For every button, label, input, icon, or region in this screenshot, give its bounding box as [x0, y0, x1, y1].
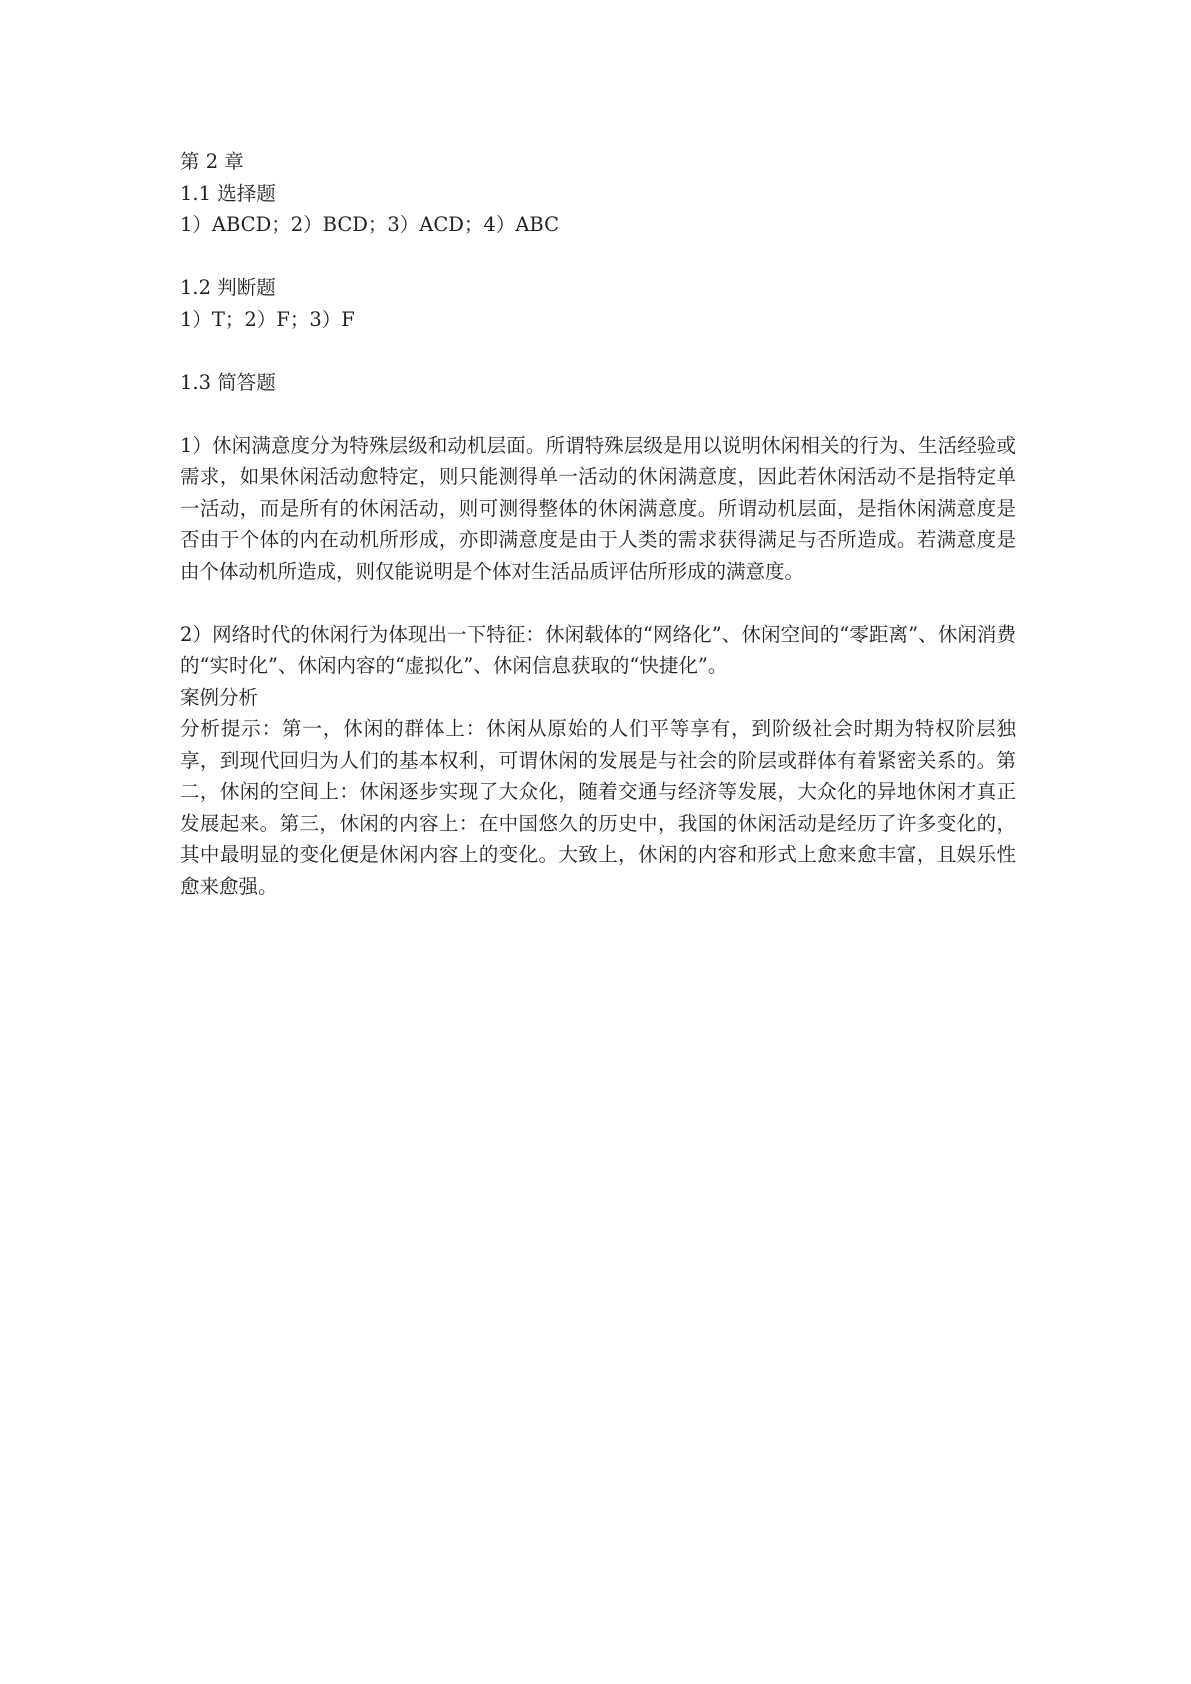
spacer [180, 335, 1016, 367]
true-false-answers: 1）T；2）F；3）F [180, 307, 355, 331]
spacer [180, 398, 1016, 430]
short-answer-2: 2）网络时代的休闲行为体现出一下特征：休闲载体的“网络化”、休闲空间的“零距离”、休闲消费的“实时化”、休闲内容的“虚拟化”、休闲信息获取的“快捷化”。 [180, 622, 1016, 677]
case-analysis-text: 分析提示：第一，休闲的群体上：休闲从原始的人们平等享有，到阶级社会时期为特权阶层独享，到现代回归为人们的基本权利，可谓休闲的发展是与社会的阶层或群体有着紧密关系的。第二，休闲的空间上：休闲逐步实现了大众化，随着交通与经济等发展，大众化的异地休闲才真正发展起来。第三，休闲的内容上：在中国悠久的历史中，我国的休闲活动是经历了许多变化的，其中最明显的变化便是休闲内容上的变化。大致上，休闲的内容和形式上愈来愈丰富，且娱乐性愈来愈强。 [180, 717, 1016, 898]
document-page [180, 146, 1016, 902]
multiple-choice-answers: 1）ABCD；2）BCD；3）ACD；4）ABC [180, 213, 560, 236]
spacer [180, 241, 1016, 273]
multiple-choice-heading: 1.1 选择题 [180, 181, 276, 205]
case-analysis-heading: 案例分析 [180, 685, 259, 709]
spacer [180, 587, 1016, 619]
chapter-title: 第 2 章 [180, 150, 244, 173]
short-answer-heading: 1.3 简答题 [180, 370, 276, 394]
true-false-heading: 1.2 判断题 [180, 276, 276, 299]
short-answer-1: 1）休闲满意度分为特殊层级和动机层面。所谓特殊层级是用以说明休闲相关的行为、生活经验或需求，如果休闲活动愈特定，则只能测得单一活动的休闲满意度，因此若休闲活动不是指特定单一活动，而是所有的休闲活动，则可测得整体的休闲满意度。所谓动机层面，是指休闲满意度是否由于个体的内在动机所形成，亦即满意度是由于人类的需求获得满足与否所造成。若满意度是由个体动机所造成，则仅能说明是个体对生活品质评估所形成的满意度。 [180, 433, 1016, 583]
